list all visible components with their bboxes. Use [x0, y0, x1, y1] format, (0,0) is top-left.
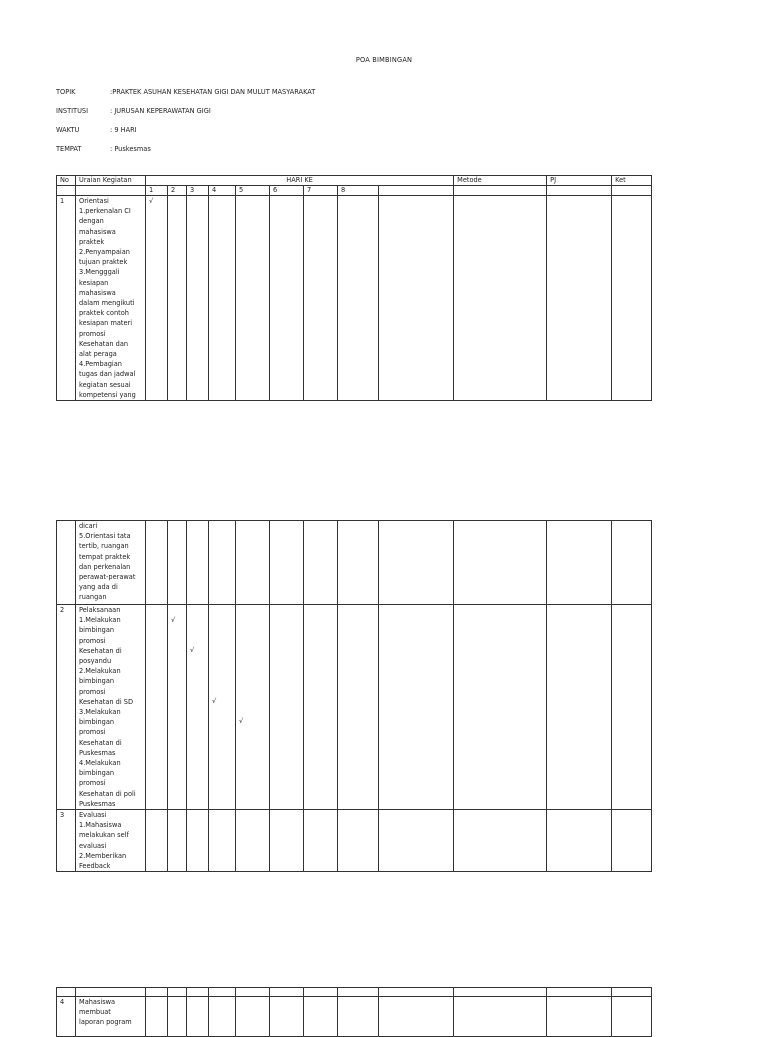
description-line: Kesehatan di	[79, 738, 122, 747]
pj-cell	[547, 810, 612, 872]
cell	[76, 988, 146, 997]
description-line: posyandu	[79, 657, 112, 666]
description-line: kompetensi yang	[79, 390, 136, 399]
description-line: 1.Mahasiswa	[79, 821, 122, 830]
day-cell	[236, 810, 270, 872]
day-cell	[146, 988, 168, 997]
meta-key: WAKTU	[56, 126, 80, 134]
description-line: 2.Memberikan	[79, 851, 127, 860]
cell	[454, 988, 547, 997]
description-line: Feedback	[79, 862, 111, 871]
check-mark: √	[190, 646, 195, 654]
description-line: promosi	[79, 779, 106, 788]
day-cell	[146, 196, 168, 401]
cell	[547, 988, 612, 997]
day-cell	[168, 196, 187, 401]
description-line: mahasiswa	[79, 227, 116, 236]
day-cell	[304, 196, 338, 401]
day-cell	[379, 810, 454, 872]
cell	[547, 186, 612, 196]
table-row	[57, 521, 652, 605]
day-cell	[209, 196, 236, 401]
day-cell	[304, 605, 338, 810]
row-no	[57, 521, 76, 605]
description-line: mahasiswa	[79, 288, 116, 297]
day-cell	[338, 521, 379, 605]
ket-cell	[612, 997, 652, 1037]
day-cell	[236, 521, 270, 605]
day-cell	[270, 605, 304, 810]
day-cell	[146, 997, 168, 1037]
check-mark: √	[212, 697, 217, 705]
description-line: promosi	[79, 687, 106, 696]
activity-description	[76, 997, 146, 1037]
day-cell	[270, 810, 304, 872]
day-cell	[168, 988, 187, 997]
document-meta	[56, 88, 315, 164]
description-line: ruangan	[79, 593, 107, 602]
meta-value: : Puskesmas	[110, 145, 151, 153]
description-line: perawat-perawat	[79, 573, 136, 582]
day-cell	[187, 605, 209, 810]
metode-cell	[454, 521, 547, 605]
day-cell	[236, 196, 270, 401]
cell	[57, 988, 76, 997]
table-day-row	[57, 186, 652, 196]
header-ket: Ket	[612, 176, 652, 186]
day-cell	[146, 605, 168, 810]
description-line: Pelaksanaan	[79, 606, 121, 614]
day-cell	[270, 997, 304, 1037]
day-cell	[338, 605, 379, 810]
table-row	[57, 810, 652, 872]
day-cell	[209, 988, 236, 997]
metode-cell	[454, 605, 547, 810]
day-cell	[146, 810, 168, 872]
day-cell	[379, 196, 454, 401]
table-row	[57, 997, 652, 1037]
day-cell	[270, 196, 304, 401]
day-cell	[187, 521, 209, 605]
pj-cell	[547, 196, 612, 401]
description-line: 1.Melakukan	[79, 616, 121, 625]
description-line: Mahasiswa	[79, 998, 116, 1006]
day-header: 7	[304, 186, 338, 196]
description-line: dicari	[79, 522, 98, 530]
meta-row-institusi	[56, 107, 315, 126]
description-line: kegiatan sesuai	[79, 380, 131, 389]
pj-cell	[547, 605, 612, 810]
activity-table-page-3	[56, 987, 652, 1037]
description-line: evaluasi	[79, 841, 107, 850]
cell	[76, 186, 146, 196]
cell	[454, 186, 547, 196]
activity-description	[76, 196, 146, 401]
row-no: 4	[57, 997, 76, 1037]
meta-key: TOPIK	[56, 88, 76, 96]
day-cell	[168, 605, 187, 810]
description-line: 3.Melakukan	[79, 708, 121, 717]
check-mark: √	[239, 717, 244, 725]
description-line: Kesehatan di SD	[79, 697, 134, 706]
day-cell	[338, 196, 379, 401]
description-line: tugas dan jadwal	[79, 370, 136, 379]
day-cell	[187, 997, 209, 1037]
meta-row-topik	[56, 88, 315, 107]
day-cell	[209, 810, 236, 872]
day-header	[379, 186, 454, 196]
day-cell	[304, 521, 338, 605]
description-line: kesiapan materi	[79, 319, 133, 328]
cell	[612, 186, 652, 196]
description-line: Puskesmas	[79, 799, 116, 808]
day-header: 8	[338, 186, 379, 196]
meta-row-waktu	[56, 126, 315, 145]
description-line: tujuan praktek	[79, 258, 128, 267]
description-line: kesiapan	[79, 278, 109, 287]
header-uraian: Uraian Kegiatan	[76, 176, 146, 186]
description-line: bimbingan	[79, 769, 115, 778]
description-line: praktek	[79, 237, 105, 246]
row-no: 1	[57, 196, 76, 401]
meta-value: :PRAKTEK ASUHAN KESEHATAN GIGI DAN MULUT MASYARAKAT	[110, 88, 316, 96]
page-title: POA BIMBINGAN	[355, 56, 413, 64]
meta-value: : 9 HARI	[110, 126, 137, 134]
description-line: bimbingan	[79, 677, 115, 686]
description-line: tempat praktek	[79, 552, 131, 561]
meta-key: TEMPAT	[56, 145, 82, 153]
description-line: dan perkenalan	[79, 562, 131, 571]
description-line: tertib, ruangan	[79, 542, 129, 551]
day-header: 4	[209, 186, 236, 196]
header-pj: PJ	[547, 176, 612, 186]
description-line: Kesehatan di	[79, 646, 122, 655]
description-line: 3.Mengggali	[79, 268, 120, 277]
day-cell	[379, 988, 454, 997]
row-no: 2	[57, 605, 76, 810]
description-line: melakukan self	[79, 831, 129, 840]
day-cell	[379, 521, 454, 605]
day-cell	[304, 997, 338, 1037]
pj-cell	[547, 997, 612, 1037]
description-line: dalam mengikuti	[79, 299, 135, 308]
ket-cell	[612, 605, 652, 810]
row-no: 3	[57, 810, 76, 872]
metode-cell	[454, 997, 547, 1037]
description-line: 2.Melakukan	[79, 667, 121, 676]
day-cell	[338, 997, 379, 1037]
day-cell	[187, 196, 209, 401]
description-line: bimbingan	[79, 626, 115, 635]
description-line: 4.Pembagian	[79, 360, 122, 369]
cell	[612, 988, 652, 997]
day-header: 3	[187, 186, 209, 196]
meta-row-tempat	[56, 145, 315, 164]
day-cell	[187, 810, 209, 872]
day-cell	[209, 521, 236, 605]
day-header: 1	[146, 186, 168, 196]
meta-key: INSTITUSI	[56, 107, 89, 115]
description-line: promosi	[79, 329, 106, 338]
activity-table-page-1	[56, 175, 652, 401]
description-line: promosi	[79, 728, 106, 737]
description-line: 4.Melakukan	[79, 759, 121, 768]
activity-description	[76, 521, 146, 605]
day-cell	[187, 988, 209, 997]
description-line: yang ada di	[79, 583, 118, 592]
day-cell	[209, 997, 236, 1037]
day-cell	[168, 810, 187, 872]
day-cell	[146, 521, 168, 605]
day-cell	[338, 988, 379, 997]
metode-cell	[454, 810, 547, 872]
description-line: Evaluasi	[79, 811, 107, 820]
header-hari-ke: HARI KE	[146, 176, 454, 186]
day-cell	[236, 605, 270, 810]
day-header: 2	[168, 186, 187, 196]
day-cell	[236, 997, 270, 1037]
ket-cell	[612, 196, 652, 401]
day-cell	[168, 997, 187, 1037]
description-line: 5.Orientasi tata	[79, 532, 131, 541]
description-line: dengan	[79, 217, 104, 226]
description-line: Kesehatan dan	[79, 339, 129, 348]
description-line: 1.perkenalan CI	[79, 207, 131, 216]
day-cell	[379, 997, 454, 1037]
description-line: 2.Penyampaian	[79, 248, 130, 257]
description-line: laporan pogram	[79, 1018, 132, 1027]
day-cell	[304, 810, 338, 872]
day-cell	[270, 521, 304, 605]
activity-description	[76, 605, 146, 810]
description-line: alat peraga	[79, 350, 117, 359]
cell	[57, 186, 76, 196]
day-cell	[168, 521, 187, 605]
description-line: bimbingan	[79, 718, 115, 727]
ket-cell	[612, 810, 652, 872]
activity-description	[76, 810, 146, 872]
description-line: Orientasi	[79, 197, 109, 205]
day-cell	[236, 988, 270, 997]
day-cell	[379, 605, 454, 810]
table-header-row	[57, 176, 652, 186]
description-line: promosi	[79, 636, 106, 645]
header-no: No	[57, 176, 76, 186]
pj-cell	[547, 521, 612, 605]
header-metode: Metode	[454, 176, 547, 186]
table-row	[57, 605, 652, 810]
table-day-row	[57, 988, 652, 997]
ket-cell	[612, 521, 652, 605]
day-cell	[304, 988, 338, 997]
description-line: praktek contoh	[79, 309, 129, 318]
table-row	[57, 196, 652, 401]
check-mark: √	[149, 197, 154, 205]
description-line: Puskesmas	[79, 748, 116, 757]
activity-table-page-2	[56, 520, 652, 872]
meta-value: : JURUSAN KEPERAWATAN GIGI	[110, 107, 211, 115]
metode-cell	[454, 196, 547, 401]
description-line: Kesehatan di poli	[79, 789, 136, 798]
check-mark: √	[171, 616, 176, 624]
day-header: 5	[236, 186, 270, 196]
day-cell	[270, 988, 304, 997]
day-cell	[338, 810, 379, 872]
day-cell	[209, 605, 236, 810]
day-header: 6	[270, 186, 304, 196]
description-line: membuat	[79, 1008, 111, 1017]
